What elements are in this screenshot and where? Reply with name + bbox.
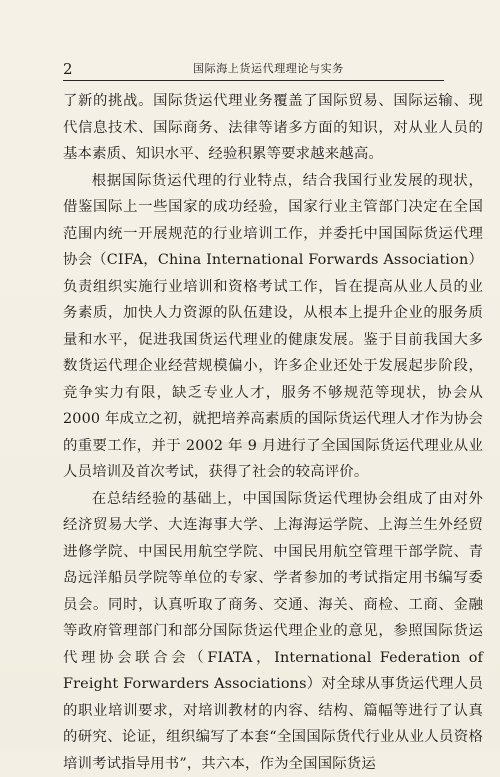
- running-title: 国际海上货运代理理论与实务: [193, 62, 344, 76]
- page-header: [63, 60, 444, 81]
- page-number: 2: [63, 60, 73, 78]
- body-text: [63, 88, 483, 777]
- paragraph-3: 在总结经验的基础上，中国国际货运代理协会组成了由对外经济贸易大学、大连海事大学、上海海运学院、上海兰生外经贸进修学院、中国民用航空学院、中国民用航空管理干部学院、青岛远洋船员学院等单位的专家、学者参加的考试指定用书编写委员会。同时，认真听取了商务、交通、海关、商检、工商、金融等政府管理部门和部分国际货运代理企业的意见，参照国际货运代理协会联合会（FIATA，International Federation of Freight Forwarders Associations）对全球从事货运代理人员的职业培训要求，对培训教材的内容、结构、篇幅等进行了认真的研究、论证，组织编写了本套“全国国际货代行业从业人员资格培训考试指导用书”，共六本，作为全国国际货运: [63, 486, 483, 777]
- paragraph-2: 根据国际货运代理的行业特点，结合我国行业发展的现状，借鉴国际上一些国家的成功经验，国家行业主管部门决定在全国范围内统一开展规范的行业培训工作，并委托中国国际货运代理协会（CIFA，China International Forwards Association）负责组织实施行业培训和资格考试工作，旨在提高从业人员的业务素质，加快人力资源的队伍建设，从根本上提升企业的服务质量和水平，促进我国货运代理业的健康发展。鉴于目前我国大多数货运代理企业经营规模偏小，许多企业还处于发展起步阶段，竞争实力有限，缺乏专业人才，服务不够规范等现状，协会从 2000 年成立之初，就把培养高素质的国际货运代理人才作为协会的重要工作，并于 2002 年 9 月进行了全国国际货运代理业从业人员培训及首次考试，获得了社会的较高评价。: [63, 168, 483, 486]
- paragraph-1: 了新的挑战。国际货运代理业务覆盖了国际贸易、国际运输、现代信息技术、国际商务、法律等诸多方面的知识，对从业人员的基本素质、知识水平、经验积累等要求越来越高。: [63, 88, 483, 168]
